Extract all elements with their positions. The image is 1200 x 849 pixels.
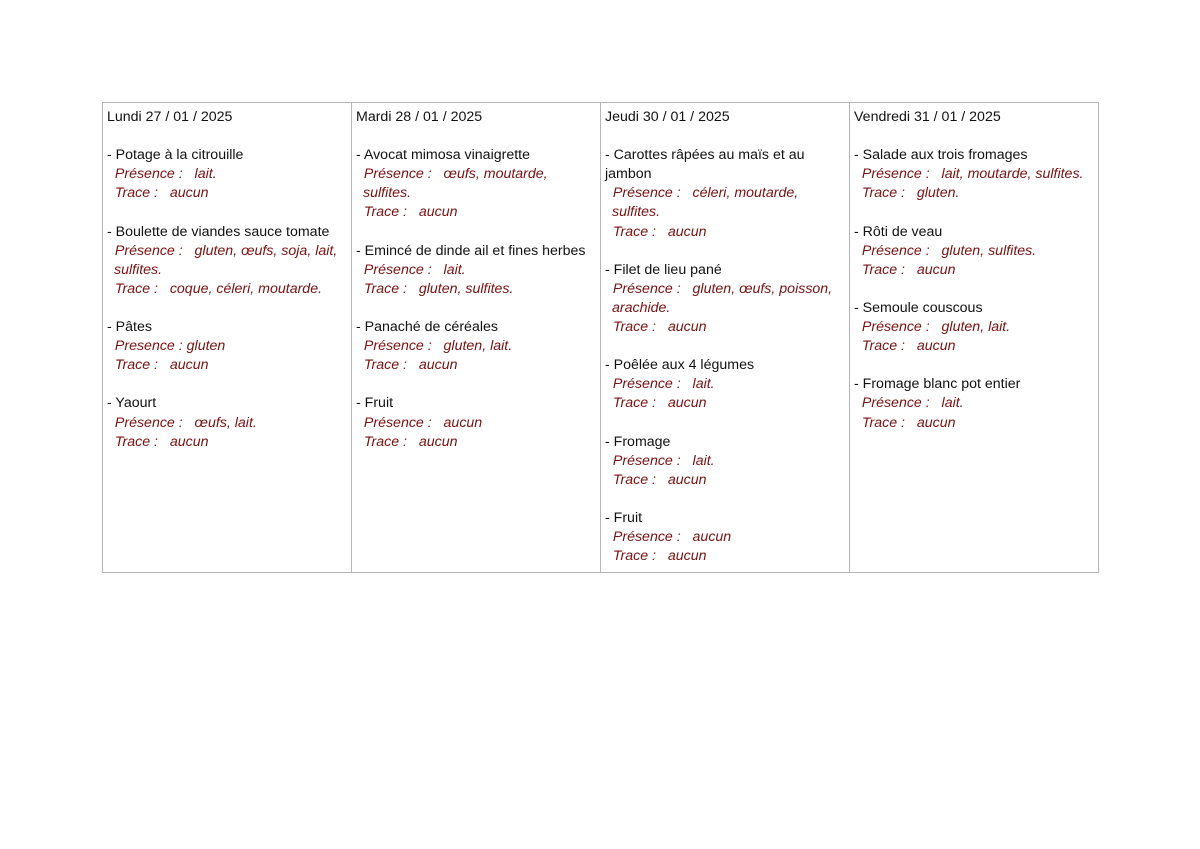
trace-label: Trace : bbox=[114, 185, 158, 202]
dish-item bbox=[854, 299, 1094, 356]
dish-name: - Fromage blanc pot entier bbox=[854, 376, 1021, 393]
presence-value: gluten bbox=[186, 338, 226, 355]
trace-label: Trace : bbox=[612, 319, 656, 336]
trace-value: aucun bbox=[169, 433, 209, 450]
weekly-menu-table bbox=[102, 102, 1099, 573]
presence-line bbox=[605, 452, 845, 471]
presence-line bbox=[107, 165, 347, 184]
trace-value: aucun bbox=[916, 338, 956, 355]
presence-line bbox=[356, 414, 596, 433]
trace-line bbox=[356, 433, 596, 452]
presence-label: Présence : bbox=[612, 185, 681, 202]
presence-line bbox=[356, 261, 596, 280]
dish-name: - Poêlée aux 4 légumes bbox=[605, 357, 755, 374]
presence-label: Présence : bbox=[612, 529, 681, 546]
trace-value: aucun bbox=[916, 414, 956, 431]
presence-label: Présence : bbox=[363, 166, 432, 183]
presence-value: œufs, lait. bbox=[194, 414, 257, 431]
trace-value: gluten. bbox=[916, 185, 960, 202]
trace-line bbox=[107, 184, 347, 203]
trace-value: aucun bbox=[667, 471, 707, 488]
trace-label: Trace : bbox=[861, 261, 905, 278]
presence-label: Présence : bbox=[363, 414, 432, 431]
dish-name: - Emincé de dinde ail et fines herbes bbox=[356, 242, 586, 259]
dish-item bbox=[605, 509, 845, 566]
trace-value: aucun bbox=[169, 357, 209, 374]
trace-label: Trace : bbox=[114, 433, 158, 450]
menu-row bbox=[103, 103, 1099, 573]
presence-value: lait. bbox=[692, 376, 715, 393]
trace-line bbox=[107, 433, 347, 452]
presence-label: Présence : bbox=[114, 242, 183, 259]
trace-label: Trace : bbox=[861, 338, 905, 355]
day-header: Lundi 27 / 01 / 2025 bbox=[107, 109, 233, 125]
dish-item bbox=[356, 242, 596, 299]
trace-label: Trace : bbox=[114, 357, 158, 374]
dish-name: - Rôti de veau bbox=[854, 223, 943, 240]
trace-value: coque, céleri, moutarde. bbox=[169, 280, 323, 297]
dish-name: - Avocat mimosa vinaigrette bbox=[356, 147, 531, 164]
trace-label: Trace : bbox=[612, 548, 656, 565]
day-header: Jeudi 30 / 01 / 2025 bbox=[605, 109, 730, 125]
trace-line bbox=[356, 356, 596, 375]
dish-item bbox=[356, 394, 596, 451]
dish-item bbox=[356, 146, 596, 222]
presence-label: Présence : bbox=[861, 395, 930, 412]
trace-value: aucun bbox=[667, 395, 707, 412]
presence-label: Présence : bbox=[363, 261, 432, 278]
dish-name: - Panaché de céréales bbox=[356, 319, 498, 336]
presence-label: Présence : bbox=[612, 280, 681, 297]
trace-value: aucun bbox=[169, 185, 209, 202]
dish-item bbox=[854, 146, 1094, 203]
trace-line bbox=[605, 318, 845, 337]
dish-item bbox=[854, 375, 1094, 432]
trace-value: aucun bbox=[667, 548, 707, 565]
presence-line bbox=[854, 242, 1094, 261]
presence-line bbox=[854, 394, 1094, 413]
presence-value: lait. bbox=[194, 166, 217, 183]
presence-label: Presence : bbox=[114, 338, 183, 355]
dish-name: - Pâtes bbox=[107, 319, 152, 336]
day-header: Vendredi 31 / 01 / 2025 bbox=[854, 109, 1001, 125]
presence-label: Présence : bbox=[612, 376, 681, 393]
trace-line bbox=[854, 337, 1094, 356]
trace-line bbox=[356, 203, 596, 222]
trace-value: aucun bbox=[667, 223, 707, 240]
trace-label: Trace : bbox=[363, 357, 407, 374]
trace-line bbox=[605, 471, 845, 490]
trace-label: Trace : bbox=[612, 223, 656, 240]
presence-line bbox=[605, 184, 845, 222]
dish-item bbox=[605, 261, 845, 337]
dish-name: - Fromage bbox=[605, 433, 671, 450]
presence-label: Présence : bbox=[861, 319, 930, 336]
dish-name: - Semoule couscous bbox=[854, 299, 983, 316]
day-header: Mardi 28 / 01 / 2025 bbox=[356, 109, 483, 125]
dish-item bbox=[854, 223, 1094, 280]
trace-label: Trace : bbox=[363, 204, 407, 221]
presence-line bbox=[605, 280, 845, 318]
presence-value: lait. bbox=[443, 261, 466, 278]
presence-value: gluten, sulfites. bbox=[941, 242, 1037, 259]
presence-line bbox=[356, 165, 596, 203]
presence-label: Présence : bbox=[861, 166, 930, 183]
trace-label: Trace : bbox=[363, 433, 407, 450]
presence-value: lait, moutarde, sulfites. bbox=[941, 166, 1084, 183]
trace-label: Trace : bbox=[363, 280, 407, 297]
presence-line bbox=[107, 337, 347, 356]
day-column-lundi bbox=[103, 103, 352, 573]
dish-item bbox=[605, 433, 845, 490]
presence-value: céleri, moutarde, sulfites. bbox=[612, 185, 803, 221]
presence-value: aucun bbox=[443, 414, 483, 431]
dish-item bbox=[356, 318, 596, 375]
presence-value: gluten, œufs, poisson, arachide. bbox=[612, 280, 837, 316]
trace-label: Trace : bbox=[612, 395, 656, 412]
presence-value: gluten, lait. bbox=[941, 319, 1011, 336]
trace-label: Trace : bbox=[861, 414, 905, 431]
day-column-jeudi bbox=[601, 103, 850, 573]
presence-line bbox=[854, 318, 1094, 337]
trace-value: aucun bbox=[418, 433, 458, 450]
day-column-mardi bbox=[352, 103, 601, 573]
dish-item bbox=[107, 394, 347, 451]
dish-name: - Potage à la citrouille bbox=[107, 147, 244, 164]
dish-name: - Fruit bbox=[356, 395, 394, 412]
presence-line bbox=[356, 337, 596, 356]
trace-line bbox=[854, 261, 1094, 280]
trace-value: aucun bbox=[667, 319, 707, 336]
trace-label: Trace : bbox=[612, 471, 656, 488]
dish-name: - Salade aux trois fromages bbox=[854, 147, 1028, 164]
presence-value: gluten, œufs, soja, lait, sulfites. bbox=[114, 242, 342, 278]
trace-line bbox=[107, 280, 347, 299]
trace-line bbox=[854, 184, 1094, 203]
dish-item bbox=[605, 356, 845, 413]
presence-line bbox=[605, 375, 845, 394]
presence-value: gluten, lait. bbox=[443, 338, 513, 355]
day-column-vendredi bbox=[850, 103, 1099, 573]
trace-line bbox=[605, 223, 845, 242]
presence-line bbox=[107, 242, 347, 280]
presence-value: lait. bbox=[941, 395, 964, 412]
trace-value: gluten, sulfites. bbox=[418, 280, 514, 297]
presence-line bbox=[605, 528, 845, 547]
trace-line bbox=[605, 394, 845, 413]
presence-value: aucun bbox=[692, 529, 732, 546]
presence-line bbox=[107, 414, 347, 433]
dish-name: - Boulette de viandes sauce tomate bbox=[107, 223, 330, 240]
trace-line bbox=[107, 356, 347, 375]
dish-item bbox=[107, 318, 347, 375]
presence-label: Présence : bbox=[114, 414, 183, 431]
presence-label: Présence : bbox=[861, 242, 930, 259]
trace-value: aucun bbox=[418, 204, 458, 221]
dish-item bbox=[107, 223, 347, 299]
presence-line bbox=[854, 165, 1094, 184]
dish-item bbox=[605, 146, 845, 241]
trace-line bbox=[605, 547, 845, 566]
trace-line bbox=[854, 414, 1094, 433]
dish-name: - Filet de lieu pané bbox=[605, 261, 722, 278]
presence-value: œufs, moutarde, sulfites. bbox=[363, 166, 552, 202]
trace-label: Trace : bbox=[861, 185, 905, 202]
presence-value: lait. bbox=[692, 452, 715, 469]
trace-label: Trace : bbox=[114, 280, 158, 297]
trace-value: aucun bbox=[418, 357, 458, 374]
presence-label: Présence : bbox=[612, 452, 681, 469]
dish-name: - Fruit bbox=[605, 509, 643, 526]
dish-name: - Yaourt bbox=[107, 395, 157, 412]
dish-item bbox=[107, 146, 347, 203]
presence-label: Présence : bbox=[114, 166, 183, 183]
trace-value: aucun bbox=[916, 261, 956, 278]
trace-line bbox=[356, 280, 596, 299]
dish-name: - Carottes râpées au maïs et au jambon bbox=[605, 147, 805, 183]
presence-label: Présence : bbox=[363, 338, 432, 355]
